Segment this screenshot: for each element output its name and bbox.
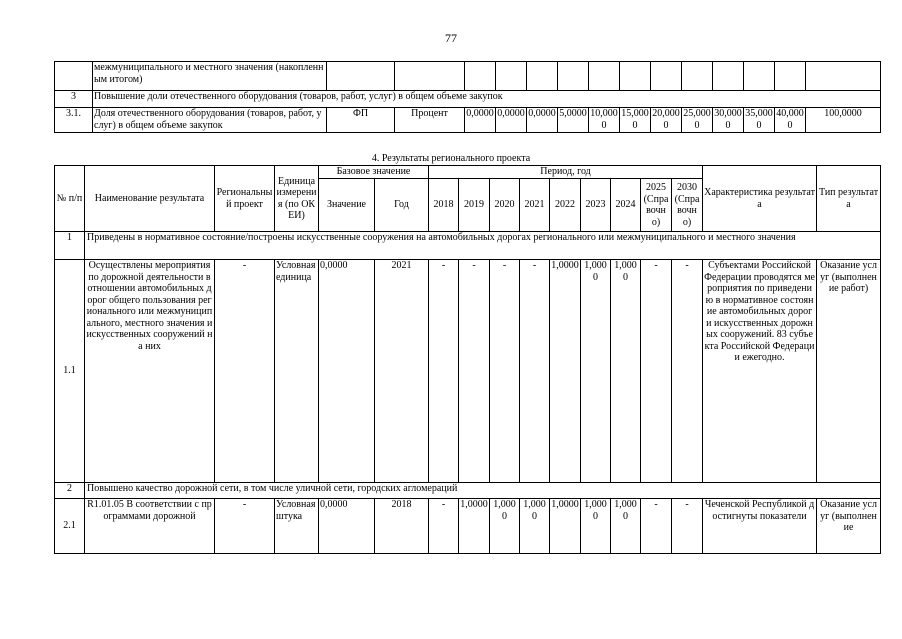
- period-value: 1,0000: [550, 260, 581, 483]
- period-value: 1,0000: [550, 499, 581, 554]
- base-value: 0,0000: [319, 260, 375, 483]
- header-year: 2018: [429, 179, 459, 232]
- header-num: № п/п: [55, 166, 85, 232]
- table-row: [55, 483, 881, 499]
- row-number: 3.1.: [55, 108, 93, 133]
- period-value: -: [520, 260, 550, 483]
- table-row: [55, 499, 881, 554]
- header-row: [55, 166, 881, 179]
- cell: [55, 62, 93, 91]
- table-row: [55, 62, 881, 91]
- period-value: -: [429, 499, 459, 554]
- period-value: 1,0000: [520, 499, 550, 554]
- value-cell: 5,0000: [558, 108, 589, 133]
- row-number: 2: [55, 483, 85, 499]
- goal-title: Повышение доли отечественного оборудования (товаров, работ, услуг) в общем объеме закупок: [93, 91, 881, 108]
- indicators-table-continued: [54, 61, 881, 133]
- header-name: Наименование результата: [85, 166, 215, 232]
- table-row: [55, 260, 881, 483]
- task-title: Повышено качество дорожной сети, в том числе уличной сети, городских агломераций: [85, 483, 881, 499]
- period-value: -: [490, 260, 520, 483]
- result-name: R1.01.05 В соответствии с программами дорожной: [85, 499, 215, 554]
- indicator-name: Доля отечественного оборудования (товаров, работ, услуг) в общем объеме закупок: [93, 108, 327, 133]
- section-title: 4. Результаты регионального проекта: [371, 153, 531, 164]
- period-value: 1,0000: [490, 499, 520, 554]
- page-number: 77: [445, 31, 457, 45]
- results-table: [54, 165, 881, 554]
- period-value: -: [641, 499, 672, 554]
- value-cell: 25,0000: [683, 108, 711, 131]
- header-year: 2023: [581, 179, 611, 232]
- period-value: 1,0000: [581, 499, 611, 554]
- header-base: Базовое значение: [319, 166, 429, 179]
- row-number: 1: [55, 232, 85, 260]
- period-value: 1,0000: [611, 260, 641, 483]
- base-year: 2018: [375, 499, 429, 554]
- table-row: [55, 108, 881, 133]
- result-characteristic: Субъектами Российской Федерации проводятся мероприятия по приведению в нормативное состояние автомобильных дорог и искусственных дорожных сооружений. 83 субъекта Российской Федерации ежегодно.: [703, 260, 817, 483]
- regional-project: -: [215, 499, 275, 554]
- period-value: 1,0000: [581, 260, 611, 483]
- value-cell: 0,0000: [465, 108, 496, 133]
- unit: Условная штука: [275, 499, 319, 554]
- period-value: -: [429, 260, 459, 483]
- indicator-type: ФП: [327, 108, 395, 133]
- header-year: 2024: [611, 179, 641, 232]
- row-number: 1.1: [55, 260, 85, 483]
- value-cell: 20,0000: [652, 108, 680, 131]
- table-row: [55, 232, 881, 260]
- value-cell: 0,0000: [496, 108, 527, 133]
- task-title: Приведены в нормативное состояние/построены искусственные сооружения на автомобильных дорогах регионального или межмуниципального и местного значения: [85, 232, 881, 260]
- indicator-unit: Процент: [395, 108, 465, 133]
- base-year: 2021: [375, 260, 429, 483]
- result-type: Оказание услуг (выполнение: [817, 499, 881, 554]
- result-name: Осуществлены мероприятия по дорожной деятельности в отношении автомобильных дорог общего пользования регионального или межмуниципального, местного значения и искусственных сооружений на них: [85, 260, 215, 483]
- base-value: 0,0000: [319, 499, 375, 554]
- header-year: 2019: [459, 179, 490, 232]
- final-value: 100,0000: [806, 108, 881, 133]
- unit: Условная единица: [275, 260, 319, 483]
- period-value: 1,0000: [611, 499, 641, 554]
- header-year: 2025 (Справочно): [641, 179, 672, 232]
- value-cell: 10,0000: [590, 108, 618, 131]
- period-value: -: [672, 260, 703, 483]
- value-cell: 40,0000: [776, 108, 804, 131]
- value-cell: 35,0000: [745, 108, 773, 131]
- period-value: -: [459, 260, 490, 483]
- value-cell: 15,0000: [621, 108, 649, 131]
- period-value: -: [641, 260, 672, 483]
- header-type: Тип результата: [817, 166, 881, 232]
- regional-project: -: [215, 260, 275, 483]
- header-year: 2022: [550, 179, 581, 232]
- header-base-year: Год: [375, 179, 429, 232]
- header-year: 2030 (Справочно): [672, 179, 703, 232]
- indicator-name-continued: межмуниципального и местного значения (накопленным итогом): [93, 62, 327, 91]
- period-value: 1,0000: [459, 499, 490, 554]
- table-row: [55, 91, 881, 108]
- header-year: 2020: [490, 179, 520, 232]
- row-number: 3: [55, 91, 93, 108]
- header-unit: Единица измерения (по ОКЕИ): [275, 166, 319, 232]
- header-year: 2021: [520, 179, 550, 232]
- header-period: Период, год: [429, 166, 703, 179]
- result-type: Оказание услуг (выполнение работ): [817, 260, 881, 483]
- value-cell: 30,0000: [714, 108, 742, 131]
- result-characteristic: Чеченской Республикой достигнуты показатели: [703, 499, 817, 554]
- row-number: 2.1: [55, 499, 85, 554]
- header-base-value: Значение: [319, 179, 375, 232]
- header-regional: Региональный проект: [215, 166, 275, 232]
- value-cell: 0,0000: [527, 108, 558, 133]
- header-characteristic: Характеристика результата: [703, 166, 817, 232]
- period-value: -: [672, 499, 703, 554]
